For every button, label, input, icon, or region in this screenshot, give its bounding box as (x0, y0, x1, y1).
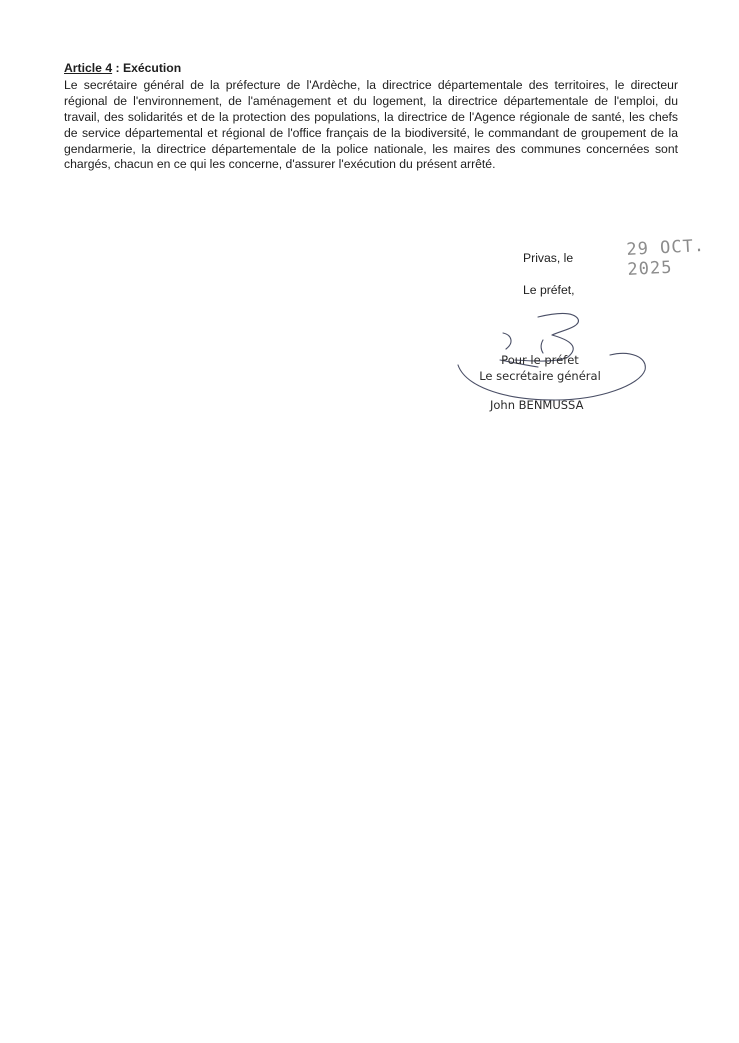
article-title (64, 61, 678, 77)
place-label: Privas, le (523, 251, 574, 265)
delegation-line2: Le secrétaire général (479, 369, 601, 383)
article-section (64, 61, 678, 173)
article-separator: : (112, 61, 123, 75)
date-stamp: 29 OCT. 2025 (625, 235, 706, 280)
delegation-line1: Pour le préfet (501, 353, 579, 367)
article-number: Article 4 (64, 61, 113, 75)
article-heading: Exécution (122, 61, 182, 75)
prefet-title: Le préfet, (523, 283, 575, 297)
signatory-name: John BENMUSSA (490, 398, 584, 412)
article-body: Le secrétaire général de la préfecture de l'Ardèche, la directrice départementale des territoires, le directeur régional de l'environnement, de l'aménagement et du logement, la directrice départementale de l'emploi, du travail, des solidarités et de la protection des populations, la directrice de l'Agence régionale de santé, les chefs de service départemental et régional de l'office français de la biodiversité, le commandant de groupement de la gendarmerie, la directrice départementale de la police nationale, les maires des communes concernées sont chargés, chacun en ce qui les concerne, d'assurer l'exécution du présent arrêté. (64, 77, 678, 172)
delegation-block (470, 352, 610, 384)
